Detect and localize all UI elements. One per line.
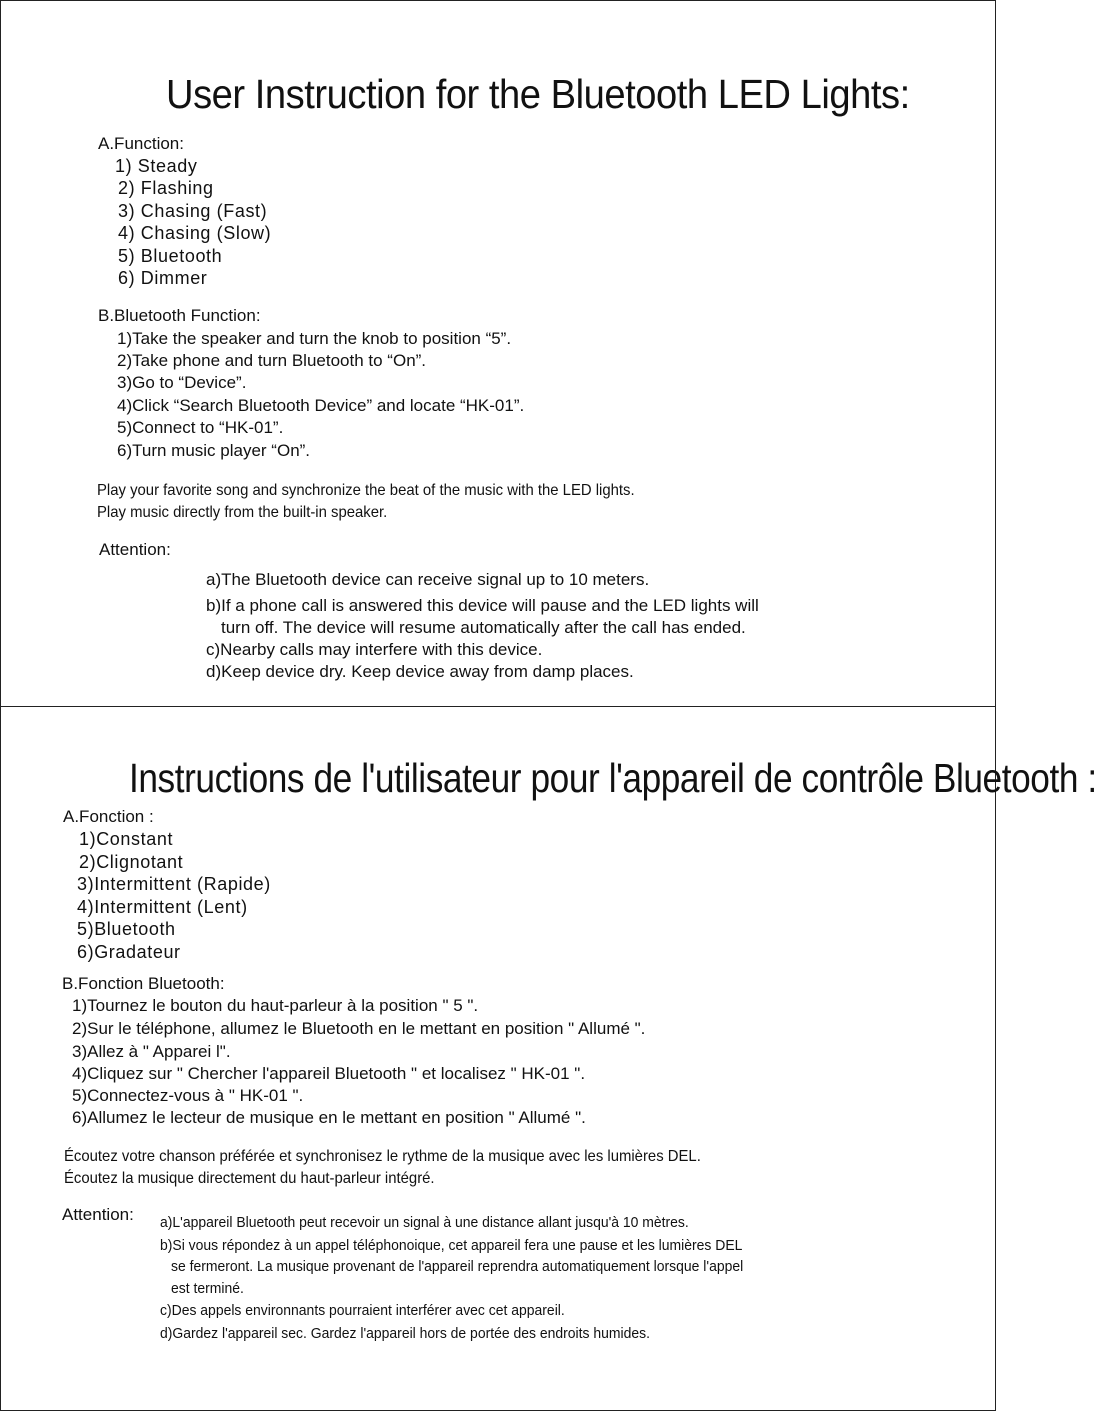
function-item: 4) Chasing (Slow): [118, 223, 272, 243]
function-item: 5) Bluetooth: [118, 246, 223, 266]
bluetooth-step: 3)Go to “Device”.: [117, 373, 247, 392]
function-heading: A.Function:: [98, 134, 184, 153]
attention-item: se fermeront. La musique provenant de l'appareil reprendra automatiquement lorsque l'appel: [171, 1258, 744, 1275]
bluetooth-step: 6)Allumez le lecteur de musique en le mettant en position " Allumé ".: [72, 1108, 586, 1127]
function-item: 5)Bluetooth: [77, 919, 176, 939]
attention-item: c)Nearby calls may interfere with this device.: [206, 640, 543, 659]
function-item: 6) Dimmer: [118, 268, 208, 288]
attention-item: est terminé.: [171, 1280, 244, 1297]
page-title: Instructions de l'utilisateur pour l'appareil de contrôle Bluetooth :: [129, 755, 1097, 801]
bluetooth-step: 5)Connectez-vous à " HK-01 ".: [72, 1086, 304, 1105]
bluetooth-heading: B.Fonction Bluetooth:: [62, 974, 225, 993]
page-title: User Instruction for the Bluetooth LED Lights:: [166, 71, 910, 117]
play-note: Play your favorite song and synchronize the beat of the music with the LED lights.: [97, 482, 635, 499]
attention-heading: Attention:: [99, 540, 171, 559]
play-note: Play music directly from the built-in speaker.: [97, 504, 388, 521]
attention-item: a)The Bluetooth device can receive signal up to 10 meters.: [206, 570, 650, 589]
attention-item: d)Gardez l'appareil sec. Gardez l'appareil hors de portée des endroits humides.: [160, 1325, 650, 1342]
function-item: 1) Steady: [115, 156, 198, 176]
function-item: 3) Chasing (Fast): [118, 201, 268, 221]
bluetooth-step: 5)Connect to “HK-01”.: [117, 418, 284, 437]
attention-heading: Attention:: [62, 1205, 134, 1224]
function-heading: A.Fonction :: [63, 807, 154, 826]
bluetooth-step: 1)Tournez le bouton du haut-parleur à la position " 5 ".: [72, 996, 479, 1015]
bluetooth-step: 2)Take phone and turn Bluetooth to “On”.: [117, 351, 427, 370]
bluetooth-step: 4)Click “Search Bluetooth Device” and locate “HK-01”.: [117, 396, 525, 415]
function-item: 1)Constant: [79, 829, 174, 849]
attention-item: b)If a phone call is answered this device will pause and the LED lights will: [206, 596, 759, 615]
function-item: 3)Intermittent (Rapide): [77, 874, 271, 894]
function-item: 4)Intermittent (Lent): [77, 897, 248, 917]
bluetooth-step: 6)Turn music player “On”.: [117, 441, 311, 460]
bluetooth-step: 4)Cliquez sur " Chercher l'appareil Bluetooth " et localisez " HK-01 ".: [72, 1064, 586, 1083]
attention-item: turn off. The device will resume automatically after the call has ended.: [221, 618, 746, 637]
function-item: 2) Flashing: [118, 178, 214, 198]
function-item: 6)Gradateur: [77, 942, 181, 962]
function-item: 2)Clignotant: [79, 852, 184, 872]
bluetooth-heading: B.Bluetooth Function:: [98, 306, 261, 325]
attention-item: c)Des appels environnants pourraient interférer avec cet appareil.: [160, 1302, 565, 1319]
attention-item: a)L'appareil Bluetooth peut recevoir un signal à une distance allant jusqu'à 10 mètres.: [160, 1214, 689, 1231]
attention-item: d)Keep device dry. Keep device away from damp places.: [206, 662, 634, 681]
play-note: Écoutez la musique directement du haut-parleur intégré.: [64, 1170, 435, 1187]
french-instructions-panel: [0, 706, 1097, 1411]
bluetooth-step: 3)Allez à " Apparei l".: [72, 1042, 231, 1061]
bluetooth-step: 1)Take the speaker and turn the knob to position “5”.: [117, 329, 512, 348]
play-note: Écoutez votre chanson préférée et synchronisez le rythme de la musique avec les lumières DEL.: [64, 1148, 701, 1165]
english-instructions-panel: [0, 0, 996, 706]
bluetooth-step: 2)Sur le téléphone, allumez le Bluetooth en le mettant en position " Allumé ".: [72, 1019, 646, 1038]
attention-item: b)Si vous répondez à un appel téléphonoique, cet appareil fera une pause et les lumières DEL: [160, 1237, 743, 1254]
